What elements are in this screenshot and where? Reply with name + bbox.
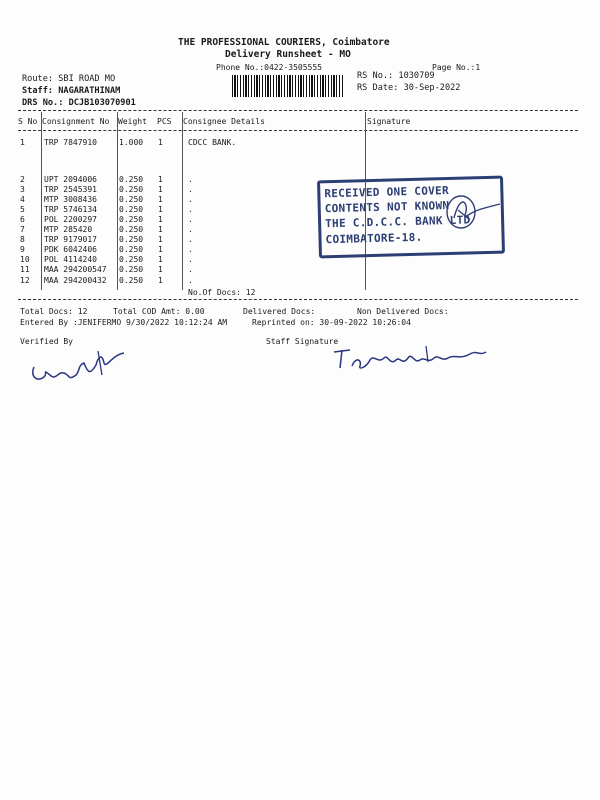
row-weight: 0.250 [119,195,144,204]
row-consignee: . [188,195,193,204]
row-weight: 0.250 [119,185,144,194]
staff-signature-label: Staff Signature [266,337,339,346]
stamp-line: THE C.D.C.C. BANK LTD [324,213,471,231]
entered-by: Entered By :JENIFERMO 9/30/2022 10:12:24 AM [20,318,228,327]
row-weight: 0.250 [119,205,144,214]
row-consignee: . [188,255,193,264]
verifier-signature-icon [28,345,138,390]
total-docs: Total Docs: 12 [20,307,88,316]
row-pcs: 1 [158,225,163,234]
row-pcs: 1 [158,265,163,274]
row-weight: 0.250 [119,235,144,244]
row-sno: 12 [20,276,30,285]
row-pcs: 1 [158,185,163,194]
verified-by-label: Verified By [20,337,73,346]
row-pcs: 1 [158,195,163,204]
row-sno: 3 [20,185,25,194]
row-sno: 8 [20,235,25,244]
row-consignee: . [188,235,193,244]
row-sno: 2 [20,175,25,184]
row-sno: 1 [20,138,25,147]
row-consignment: POL 4114240 [44,255,97,264]
row-weight: 0.250 [119,245,144,254]
row-consignment: MTP 285420 [44,225,93,234]
staff-signature-icon [330,340,490,380]
col-weight: Weight [118,117,147,126]
col-divider [117,112,118,290]
header-top-rule [18,110,578,111]
row-consignee: . [188,265,193,274]
row-consignee: . [188,175,193,184]
row-sno: 5 [20,205,25,214]
barcode [232,75,344,97]
stamp-line: CONTENTS NOT KNOWN [324,198,450,216]
row-sno: 11 [20,265,30,274]
row-weight: 0.250 [119,276,144,285]
row-consignment: TRP 2545391 [44,185,97,194]
row-consignment: TRP 9179017 [44,235,97,244]
row-consignment: TRP 5746134 [44,205,97,214]
row-pcs: 1 [158,215,163,224]
row-consignment: TRP 7847910 [44,138,97,147]
row-pcs: 1 [158,255,163,264]
drs-number: DRS No.: DCJB103070901 [22,98,136,108]
total-cod: Total COD Amt: 0.00 [113,307,205,316]
row-weight: 0.250 [119,175,144,184]
document-title: Delivery Runsheet - MO [225,49,351,60]
row-consignment: MAA 294200547 [44,265,107,274]
delivered-docs: Delivered Docs: [243,307,316,316]
phone-number: Phone No.:0422-3505555 [216,63,322,72]
company-name: THE PROFESSIONAL COURIERS, Coimbatore [178,37,390,48]
row-consignee: . [188,185,193,194]
staff-label: Staff: NAGARATHINAM [22,86,121,96]
row-pcs: 1 [158,245,163,254]
row-pcs: 1 [158,175,163,184]
col-sno: S No [18,117,38,126]
header-bottom-rule [18,130,578,131]
row-consignee: . [188,225,193,234]
row-weight: 1.000 [119,138,144,147]
rs-number: RS No.: 1030709 [357,71,435,81]
row-consignee: CDCC BANK. [188,138,237,147]
col-pcs: PCS [157,117,172,126]
row-consignment: UPT 2094006 [44,175,97,184]
row-consignment: PDK 6042406 [44,245,97,254]
row-weight: 0.250 [119,265,144,274]
row-sno: 4 [20,195,25,204]
row-pcs: 1 [158,276,163,285]
row-pcs: 1 [158,205,163,214]
table-bottom-rule [18,299,578,300]
row-sno: 7 [20,225,25,234]
col-consignee: Consignee Details [183,117,265,126]
col-divider [41,112,42,290]
row-consignee: . [188,215,193,224]
rs-date: RS Date: 30-Sep-2022 [357,83,461,93]
row-sno: 9 [20,245,25,254]
row-consignee: . [188,205,193,214]
row-pcs: 1 [158,235,163,244]
col-signature: Signature [367,117,411,126]
row-sno: 6 [20,215,25,224]
stamp-line: COIMBATORE-18. [325,230,423,247]
row-weight: 0.250 [119,255,144,264]
row-consignment: POL 2200297 [44,215,97,224]
page-number: Page No.:1 [432,63,481,72]
row-consignee: . [188,245,193,254]
row-consignee: . [188,276,193,285]
row-weight: 0.250 [119,215,144,224]
reprinted-on: Reprinted on: 30-09-2022 10:26:04 [252,318,411,327]
row-consignment: MTP 3008436 [44,195,97,204]
row-weight: 0.250 [119,225,144,234]
no-of-docs: No.Of Docs: 12 [188,288,256,297]
non-delivered-docs: Non Delivered Docs: [357,307,449,316]
col-consignment: Consignment No [42,117,110,126]
stamp-line: RECEIVED ONE COVER [324,184,450,201]
row-consignment: MAA 294200432 [44,276,107,285]
row-pcs: 1 [158,138,163,147]
col-divider [182,112,183,290]
route-label: Route: SBI ROAD MO [22,74,116,84]
receiver-signature-icon [440,190,520,240]
row-sno: 10 [20,255,30,264]
